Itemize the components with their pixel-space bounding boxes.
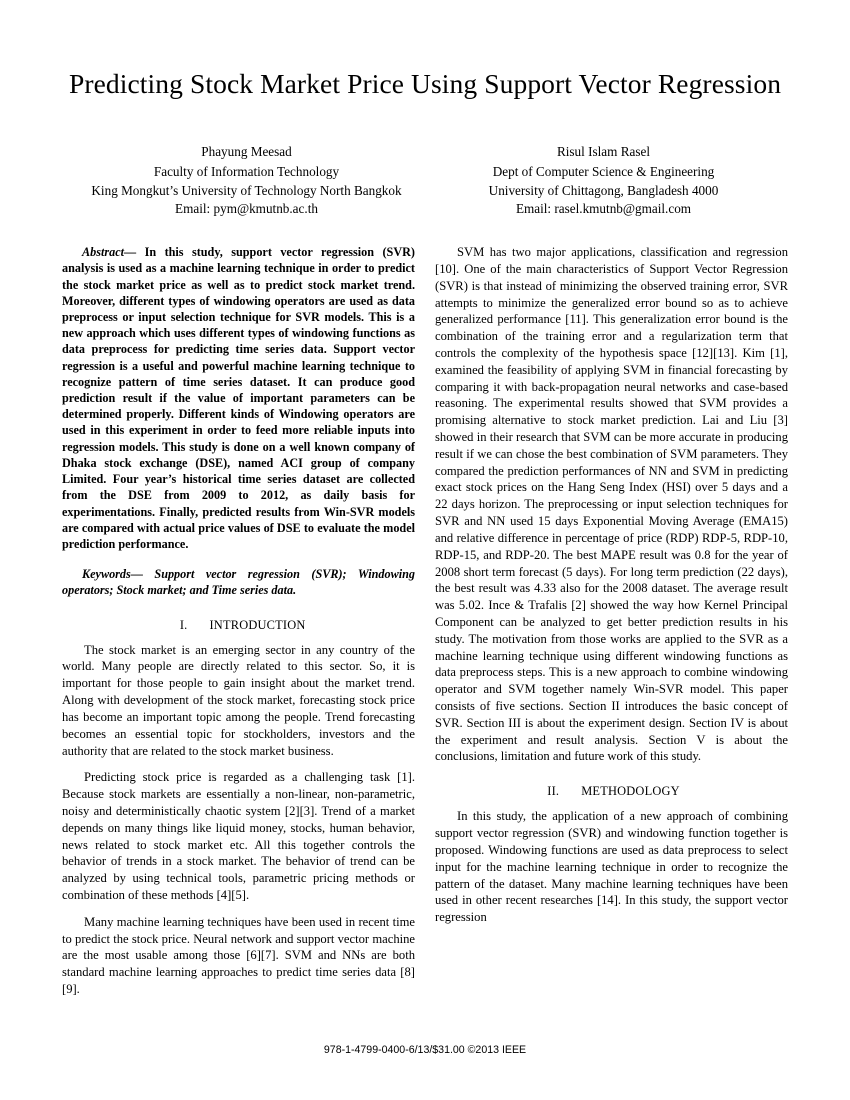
keywords-label: Keywords—: [82, 567, 143, 582]
author-institution: King Mongkut’s University of Technology North Bangkok: [91, 182, 402, 198]
author-block-left: [68, 143, 425, 218]
section-heading-methodology: [435, 784, 788, 799]
paragraph: Predicting stock price is regarded as a challenging task [1]. Because stock markets are essentially a non-linear, non-parametric, noisy and deterministically chaotic system [2][3]. Trend of a market depends on many things like liquid money, stocks, human behavior, news related to stock market etc. All this together controls the behavior of trends in a stock market. The behavior of trend can be analyzed by using technical tools, parametric pricing methods or combination of these methods [4][5].: [62, 770, 415, 903]
two-column-body: [62, 244, 788, 998]
author-email: Email: pym@kmutnb.ac.th: [175, 200, 318, 216]
keywords-paragraph: [62, 566, 415, 598]
author-affiliation: Dept of Computer Science & Engineering: [492, 164, 715, 180]
abstract-label: Abstract—: [82, 245, 137, 260]
abstract-paragraph: [62, 244, 415, 552]
section-heading-introduction: [62, 618, 415, 633]
section-name: INTRODUCTION: [209, 617, 306, 632]
author-institution: University of Chittagong, Bangladesh 4000: [488, 182, 719, 198]
copyright-footer: 978-1-4799-0400-6/13/$31.00 ©2013 IEEE: [323, 1044, 527, 1056]
paragraph: Many machine learning techniques have been used in recent time to predict the stock price. Neural network and support vector machine are the most usable among those [6][7]. SVM and NNs are both standard machine learning approaches to predict time series data [8][9].: [62, 914, 415, 997]
paragraph: SVM has two major applications, classification and regression [10]. One of the main characteristics of Support Vector Regression (SVR) is that instead of minimizing the observed training error, SVR attempts to minimize the generalized error bound so as to achieve generalized performance [11]. This generalization error bound is the combination of the training error and a regularization term that controls the complexity of the hypothesis space [12][13]. Kim [1], examined the feasibility of applying SVM in financial forecasting by comparing it with back-propagation neural networks and case-based reasoning. The experimental results showed that SVM provides a promising alternative to stock market prediction. Lai and Liu [3] showed in their research that SVM can be more accurate in producing result if we can chose the best combination of SVM parameters. They compared the prediction performances of NN and SVM in predicting exact stock prices on the Hang Seng Index (HSI) over 5 days and a 22 days horizon. The preprocessing or input selection techniques for SVR and NN used 15 days Exponential Moving Average (EMA15) and relative difference in percentage of price (RDP) RDP-5, RDP-10, RDP-15, and RDP-20. The best MAPE result was 0.8 for the year of 2008 short term forecast (5 days). For long term prediction (22 days), the best result was 4.33 also for the 2008 dataset. The average result was 5.02. Ince & Trafalis [2] showed the way how Kernel Principal Component can be analyzed to get better prediction results in his study. The motivation from those works are applied to the SVR as a machine learning technique using different windowing functions as data preprocess steps. This is a new approach to combine windowing operator and SVM together namely Win-SVR model. This paper consists of five sections. Section II introduces the basic concept of SVR. Section III is about the experiment design. Section IV is about the experiment and result analysis. Section V is about the conclusions, limitation and future work of this study.: [435, 245, 788, 764]
section-name: METHODOLOGY: [581, 784, 680, 799]
abstract-text: In this study, support vector regression (SVR) analysis is used as a machine learning technique in order to predict the stock market price as well as to predict stock market trend. Moreover, different types of windowing operators are used as data preprocess or input selection technique for SVR models. This is a new approach which uses different types of windowing functions as data preprocess for predicting time series data. Support vector regression is a useful and powerful machine learning technique to recognize pattern of time series dataset. It can produce good prediction result if the value of important parameters can be determined properly. Different kinds of Windowing operators are used in this experiment in order to feed more reliable inputs into regression models. This study is done on a well known company of Dhaka stock exchange (DSE), named ACI group of company Limited. Four year’s historical time series dataset are collected from the DSE from 2009 to 2012, as daily basis for experimentations. Finally, predicted results from Win-SVR models are compared with actual price values of DSE to evaluate the model prediction performance.: [62, 245, 415, 551]
author-email: Email: rasel.kmutnb@gmail.com: [515, 200, 692, 216]
paper-body: [62, 0, 788, 998]
paragraph: The stock market is an emerging sector in any country of the world. Many people are directly related to this sector. So, it is important for those people to gain insight about the market trend. Along with development of the stock market, forecasting stock price has become an important topic among the people. Trend forecasting becomes an essential topic for stockholders, investors and the authority that are related to the stock market business.: [62, 642, 415, 758]
section-numeral: II.: [547, 784, 560, 799]
author-block-group: [62, 143, 788, 218]
column-right: [435, 244, 788, 998]
column-left: [62, 244, 415, 998]
page-title: Predicting Stock Market Price Using Support Vector Regression: [68, 68, 782, 99]
author-name: Risul Islam Rasel: [556, 144, 651, 160]
keywords-text: Support vector regression (SVR); Windowing operators; Stock market; and Time series data.: [62, 567, 415, 598]
author-block-right: [425, 143, 782, 218]
author-name: Phayung Meesad: [201, 144, 292, 160]
section-numeral: I.: [179, 617, 188, 632]
paragraph: In this study, the application of a new approach of combining support vector regression (SVR) and windowing function together is proposed. Windowing functions are used as data preprocess to select input for the machine learning technique in order to recognize the pattern of the dataset. Many machine learning techniques have been used in other recent researches [14]. In this study, the support vector regression: [435, 809, 788, 925]
author-affiliation: Faculty of Information Technology: [153, 164, 340, 180]
